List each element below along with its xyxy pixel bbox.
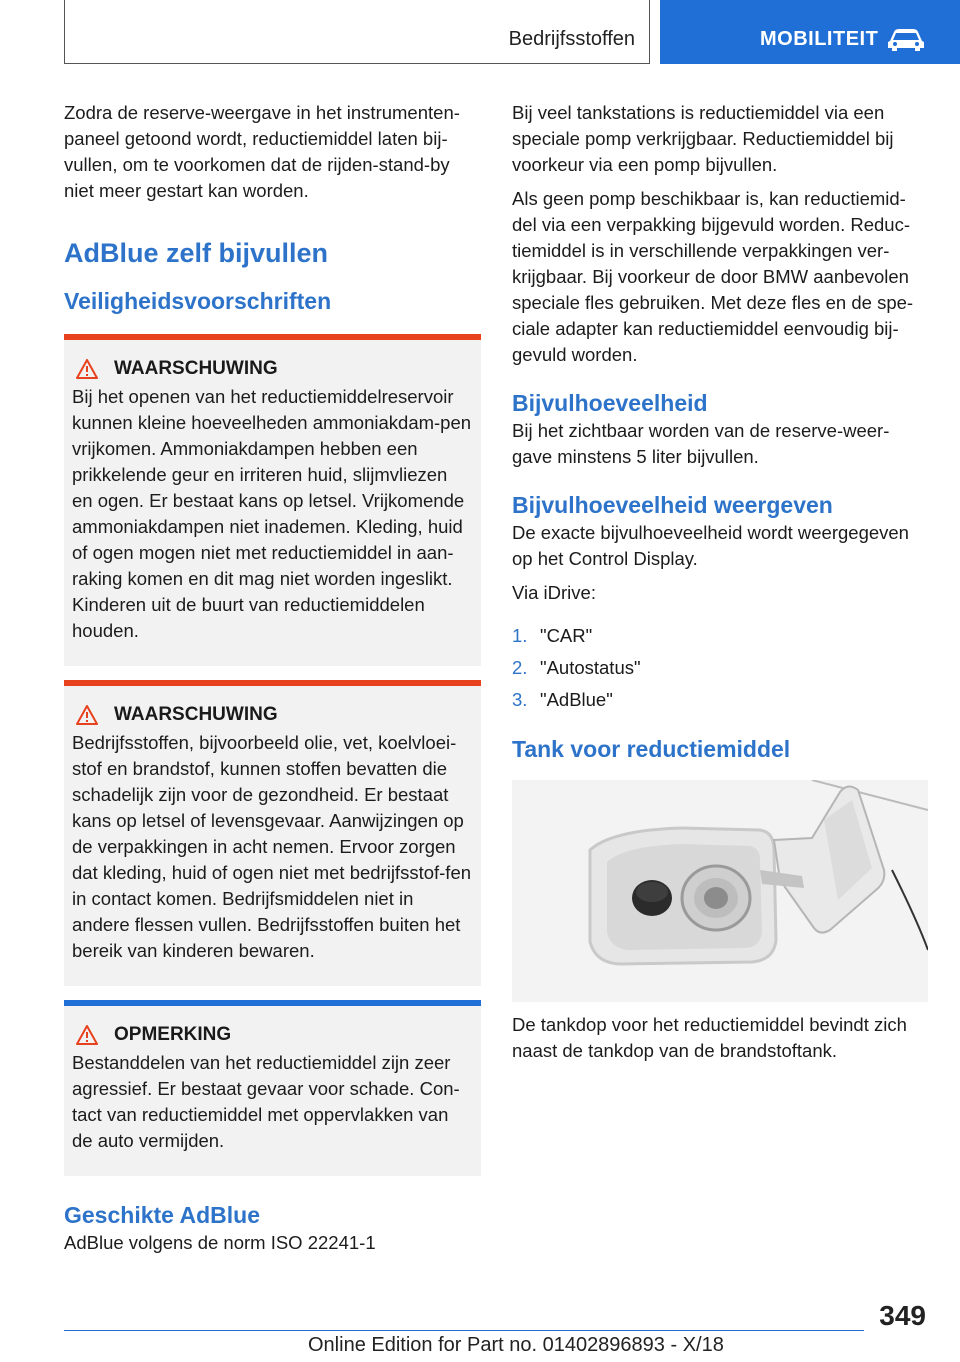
paragraph-verpakking: Als geen pomp beschikbaar is, kan reductiemid-del via een verpakking bijgevuld worden. Reduc-tiemiddel is in verschillende verpakkingen ver-krijgbaar. Bij voorkeur de door BMW aanbevolen speciale fles gebruiken. Met deze fles en de spe-ciale adapter kan reductiemiddel eenvoudig bij-gevuld worden.: [512, 188, 914, 365]
note-text: Bestanddelen van het reductiemiddel zijn zeer agressief. Er bestaat gevaar voor schade. Con-tact van reductiemiddel met oppervlakken van de auto vermijden.: [72, 1052, 460, 1151]
photo-caption: De tankdop voor het reductiemiddel bevindt zich naast de tankdop van de brandstoftank.: [512, 1014, 907, 1061]
heading-veiligheidsvoorschriften: Veiligheidsvoorschriften: [64, 288, 332, 314]
warning-triangle-icon: [76, 1025, 98, 1045]
heading-geschikte-adblue: Geschikte AdBlue: [64, 1202, 260, 1228]
fuel-flap-illustration: [512, 780, 928, 1002]
paragraph-control-display: De exacte bijvulhoeveelheid wordt weergegeven op het Control Display.: [512, 522, 909, 569]
warning-title: WAARSCHUWING: [72, 358, 473, 380]
list-item: 2. "Autostatus": [512, 657, 641, 678]
page-number: 349: [879, 1300, 926, 1331]
header-section-box: [64, 0, 650, 64]
note-box: [64, 1000, 481, 1176]
paragraph-bijvulhoeveelheid: Bij het zichtbaar worden van de reserve-weer-gave minstens 5 liter bijvullen.: [512, 420, 890, 467]
heading-bijvulhoeveelheid-weergeven: Bijvulhoeveelheid weergeven: [512, 492, 833, 518]
left-column: [64, 100, 481, 1256]
heading-tank-voor-reductiemiddel: Tank voor reductiemiddel: [512, 736, 791, 762]
warning-text: Bij het openen van het reductiemiddelreservoir kunnen kleine hoeveelheden ammoniakdam-pen vrijkomen. Ammoniakdampen hebben een prikkelende geur en irriteren huid, slijmvliezen en ogen. Er bestaat kans op letsel. Vrijkomende ammoniakdampen niet inademen. Kleding, huid of ogen mogen niet met reductiemiddel in aan-raking komen en dit mag niet worden ingeslikt. Kinderen uit de buurt van reductiemiddelen houden.: [72, 386, 472, 641]
list-item: 3. "AdBlue": [512, 689, 613, 710]
note-title: OPMERKING: [72, 1024, 473, 1046]
right-column: [512, 100, 928, 1064]
tank-cap-photo: [512, 780, 928, 1002]
spec-paragraph: AdBlue volgens de norm ISO 22241-1: [64, 1232, 376, 1253]
idrive-steps-list: [512, 620, 928, 716]
warning-triangle-icon: [76, 359, 98, 379]
header-category-tab[interactable]: [660, 0, 960, 64]
paragraph-via-idrive: Via iDrive:: [512, 582, 596, 603]
heading-adblue-zelf-bijvullen: AdBlue zelf bijvullen: [64, 238, 329, 268]
intro-paragraph: Zodra de reserve-weergave in het instrumenten-paneel getoond wordt, reductiemiddel laten bij-vullen, om te voorkomen dat de rijden-stand-by niet meer gestart kan worden.: [64, 102, 460, 201]
footer-divider: [64, 1330, 864, 1331]
warning-title: WAARSCHUWING: [72, 704, 473, 726]
header-section-title: Bedrijfsstoffen: [508, 28, 635, 50]
warning-text: Bedrijfsstoffen, bijvoorbeeld olie, vet, koelvloei-stof en brandstof, kunnen stoffen bevatten die schadelijk zijn voor de gezondheid. Er bestaat kans op letsel of levensgevaar. Aanwijzingen op de verpakkingen in acht nemen. Ervoor zorgen dat kleding, huid of ogen niet met bedrijfsstof-fen in contact komen. Bedrijfsmiddelen niet in andere flessen vullen. Bedrijfsstoffen buiten het bereik van kinderen bewaren.: [72, 732, 472, 961]
footer-edition: [308, 1334, 724, 1357]
warning-box-2: [64, 680, 481, 986]
list-item: 1. "CAR": [512, 625, 593, 646]
warning-box-1: [64, 334, 481, 666]
warning-triangle-icon: [76, 705, 98, 725]
paragraph-pomp: Bij veel tankstations is reductiemiddel via een speciale pomp verkrijgbaar. Reductiemiddel bij voorkeur via een pomp bijvullen.: [512, 102, 894, 175]
header-category-label: MOBILITEIT: [760, 28, 879, 50]
car-icon: [886, 26, 926, 52]
heading-bijvulhoeveelheid: Bijvulhoeveelheid: [512, 390, 708, 416]
footer-edition-text: Online Edition for Part no. 01402896893 - X/18: [308, 1334, 724, 1356]
